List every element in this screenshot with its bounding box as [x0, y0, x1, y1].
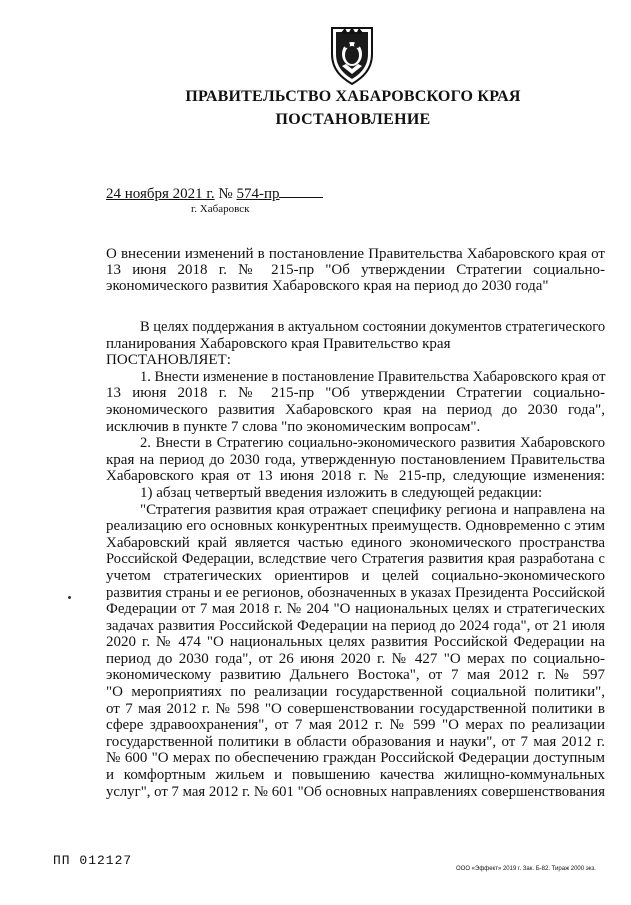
edition-number: ПП 012127	[53, 853, 133, 868]
body-line: 2. Внести в Стратегию социально-экономического развития Хабаровского	[140, 435, 605, 452]
document-body	[106, 319, 605, 800]
body-line: Федерации от 7 мая 2018 г. № 204 "О национальных целях и стратегических	[106, 601, 605, 618]
body-line: 1. Внести изменение в постановление Правительства Хабаровского края от	[140, 368, 606, 385]
body-line: 1) абзац четвертый введения изложить в следующей редакции:	[140, 484, 543, 501]
date-number-line	[106, 184, 323, 203]
number-underline	[279, 184, 323, 198]
body-line: "Стратегия развития края отражает специфику региона и направлена на	[140, 501, 605, 518]
body-line: задачах развития Российской Федерации на период до 2024 года", от 21 июля	[106, 617, 605, 634]
government-title: ПРАВИТЕЛЬСТВО ХАБАРОВСКОГО КРАЯ	[185, 88, 521, 105]
body-line: Российской Федерации, вследствие чего Стратегия развития края разработана с	[106, 551, 605, 568]
body-line: Хабаровский край является частью единого экономического пространства	[106, 534, 605, 551]
body-line: период до 2030 года", от 26 июня 2020 г. № 427 "О мерах по социально-	[106, 650, 605, 667]
body-line: учетом стратегических ориентиров и целей социально-экономического	[106, 567, 605, 584]
document-type: ПОСТАНОВЛЕНИЕ	[275, 111, 431, 128]
body-line: № 600 "О мерах по обеспечению граждан Российской Федерации доступным	[106, 750, 605, 767]
body-line: 13 июня 2018 г. № 215-пр "Об утверждении Стратегии социально-	[106, 385, 605, 402]
number-prefix: №	[218, 186, 233, 202]
body-line: планирования Хабаровского края Правительство края	[106, 335, 451, 352]
document-date: 24 ноября 2021 г.	[106, 186, 215, 202]
body-line: сфере здравоохранения", от 7 мая 2012 г. № 599 "О мерах по реализации	[106, 717, 605, 734]
document-subject	[106, 246, 605, 294]
body-line: исключив в пункте 7 слова "по экономическим вопросам".	[106, 418, 481, 435]
body-line: развития страны и ее регионов, обозначенных в указах Президента Российской	[106, 584, 605, 601]
body-line: реализацию его основных конкурентных преимуществ. Одновременно с этим	[106, 518, 605, 535]
document-number: 574-пр	[236, 186, 280, 202]
body-line: В целях поддержания в актуальном состоянии документов стратегического	[140, 319, 606, 335]
subject-line: О внесении изменений в постановление Правительства Хабаровского края от	[106, 246, 605, 262]
body-line: Хабаровского края от 13 июня 2018 г. № 215-пр, следующие изменения:	[106, 468, 605, 485]
body-line: услуг", от 7 мая 2012 г. № 601 "Об основных направлениях совершенствования	[106, 783, 605, 800]
body-line: и комфортным жильем и повышению качества жилищно-коммунальных	[106, 767, 605, 784]
body-line: края на период до 2030 года, утвержденную постановлением Правительства	[106, 451, 605, 468]
subject-line: экономического развития Хабаровского края на период до 2030 года"	[106, 278, 549, 294]
body-line: государственной политики в области образования и науки", от 7 мая 2012 г.	[106, 733, 605, 750]
coat-of-arms-icon	[328, 24, 376, 86]
body-line: экономического развития Хабаровского края на период до 2030 года",	[106, 401, 605, 418]
printer-imprint: ООО «Эффект» 2019 г. Зак. Б-82. Тираж 2000 экз.	[456, 866, 596, 872]
body-line: от 7 мая 2012 г. № 598 "О совершенствовании государственной политики в	[106, 700, 605, 717]
body-line: ПОСТАНОВЛЯЕТ:	[106, 352, 231, 369]
body-line: 2020 г. № 474 "О национальных целях развития Российской Федерации на	[106, 634, 605, 651]
body-line: экономическому развитию Дальнего Востока", от 7 мая 2012 г. № 597	[106, 667, 605, 684]
subject-line: 13 июня 2018 г. № 215-пр "Об утверждении Стратегии социально-	[106, 262, 605, 278]
scan-speck	[68, 596, 71, 599]
document-city: г. Хабаровск	[191, 203, 250, 215]
body-line: "О мероприятиях по реализации государственной социальной политики",	[106, 684, 605, 701]
